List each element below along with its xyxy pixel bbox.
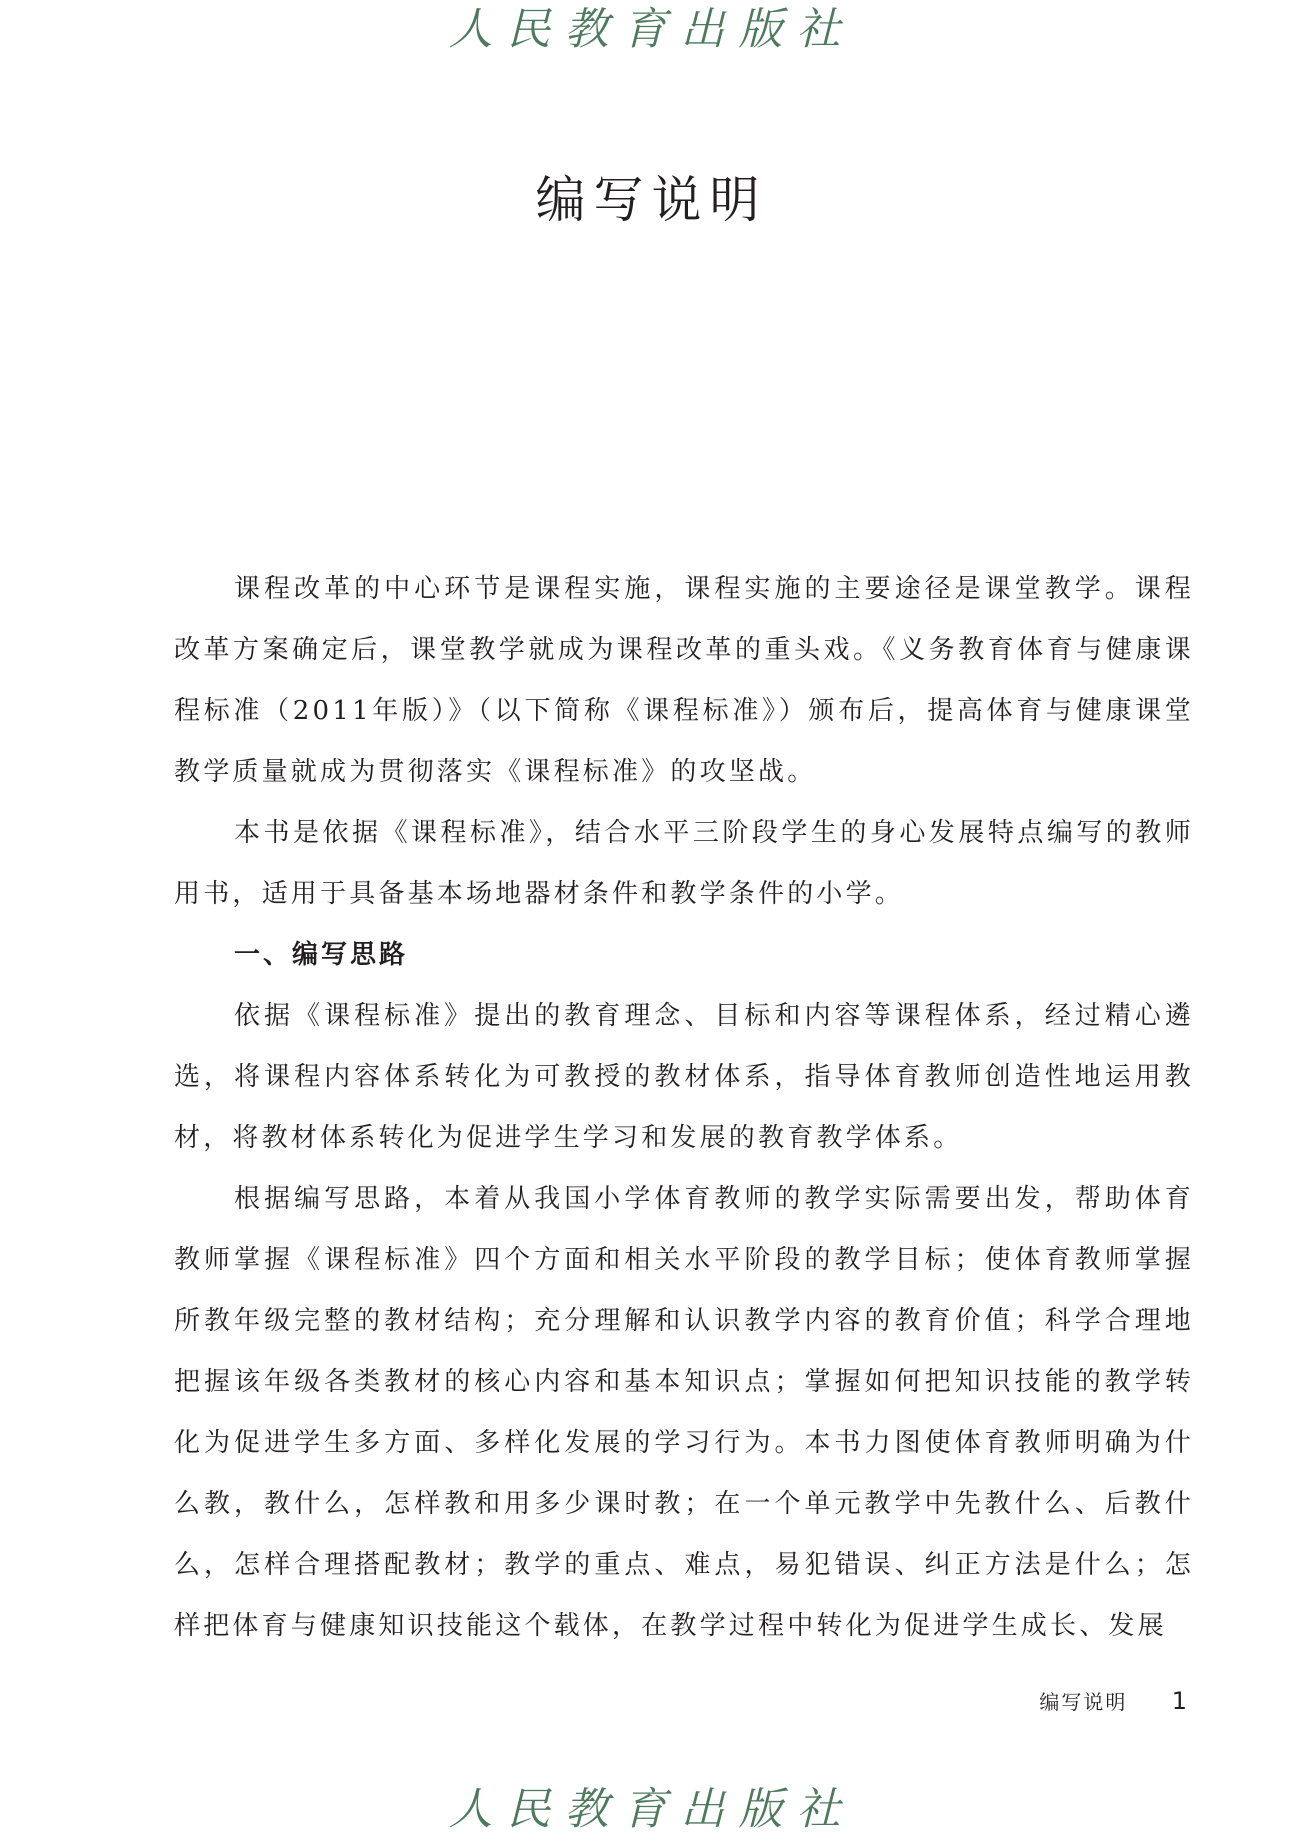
- section-heading: 一、编写思路: [234, 940, 409, 970]
- running-title: 编写说明: [1039, 1690, 1128, 1714]
- paragraph: 课程改革的中心环节是课程实施，课程实施的主要途径是课堂教学。课程改革方案确定后，课堂教学就成为课程改革的重头戏。《义务教育体育与健康课程标准（2011年版）》（以下简称《课程标准》）颁布后，提高体育与健康课堂教学质量就成为贯彻落实《课程标准》的攻坚战。: [174, 574, 1194, 787]
- page-title: 编写说明: [535, 171, 768, 229]
- publisher-logo-bottom: 人民教育出版社: [448, 1784, 855, 1835]
- page-number: 1: [1171, 1687, 1189, 1715]
- paragraph: 依据《课程标准》提出的教育理念、目标和内容等课程体系，经过精心遴选，将课程内容体系转化为可教授的教材体系，指导体育教师创造性地运用教材，将教材体系转化为促进学生学习和发展的教育教学体系。: [174, 1001, 1194, 1153]
- publisher-logo-top: 人民教育出版社: [448, 4, 855, 55]
- page-footer: [1039, 1686, 1189, 1715]
- body-text: [174, 559, 1194, 1657]
- paragraph: 根据编写思路，本着从我国小学体育教师的教学实际需要出发，帮助体育教师掌握《课程标准》四个方面和相关水平阶段的教学目标；使体育教师掌握所教年级完整的教材结构；充分理解和认识教学内容的教育价值；科学合理地把握该年级各类教材的核心内容和基本知识点；掌握如何把知识技能的教学转化为促进学生多方面、多样化发展的学习行为。本书力图使体育教师明确为什么教，教什么，怎样教和用多少课时教；在一个单元教学中先教什么、后教什么，怎样合理搭配教材；教学的重点、难点，易犯错误、纠正方法是什么；怎样把体育与健康知识技能这个载体，在教学过程中转化为促进学生成长、发展: [174, 1184, 1194, 1641]
- paragraph: 本书是依据《课程标准》，结合水平三阶段学生的身心发展特点编写的教师用书，适用于具备基本场地器材条件和教学条件的小学。: [174, 818, 1194, 909]
